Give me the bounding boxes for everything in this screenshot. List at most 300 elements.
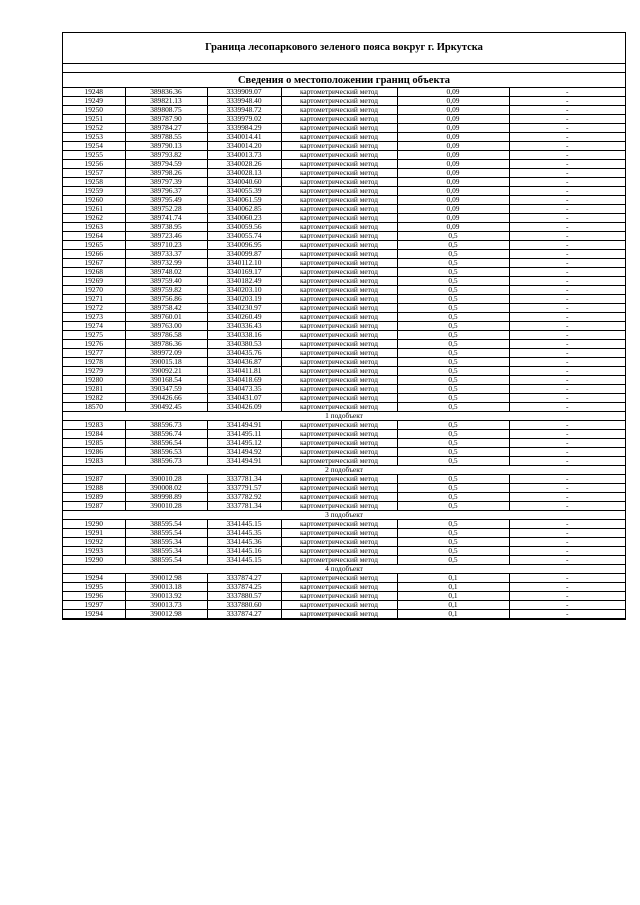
table-row — [63, 106, 625, 115]
x-coordinate-cell: 389836.36 — [125, 88, 207, 97]
method-cell: картометрический метод — [281, 313, 397, 322]
x-coordinate-cell: 389759.40 — [125, 277, 207, 286]
x-coordinate-cell: 388595.34 — [125, 547, 207, 556]
x-coordinate-cell: 389738.95 — [125, 223, 207, 232]
accuracy-cell: 0,09 — [397, 187, 509, 196]
method-cell: картометрический метод — [281, 259, 397, 268]
description-cell: - — [509, 601, 625, 610]
table-row — [63, 448, 625, 457]
point-number-cell: 19265 — [63, 241, 125, 250]
description-cell: - — [509, 583, 625, 592]
x-coordinate-cell: 389796.37 — [125, 187, 207, 196]
point-number-cell: 19294 — [63, 574, 125, 583]
point-number-cell: 19287 — [63, 502, 125, 511]
table-row — [63, 124, 625, 133]
y-coordinate-cell: 3340426.09 — [207, 403, 281, 412]
table-row — [63, 394, 625, 403]
description-cell: - — [509, 187, 625, 196]
table-row — [63, 493, 625, 502]
table-row — [63, 259, 625, 268]
method-cell: картометрический метод — [281, 367, 397, 376]
x-coordinate-cell: 390168.54 — [125, 376, 207, 385]
method-cell: картометрический метод — [281, 133, 397, 142]
table-row — [63, 349, 625, 358]
description-cell: - — [509, 88, 625, 97]
method-cell: картометрический метод — [281, 484, 397, 493]
point-number-cell: 19278 — [63, 358, 125, 367]
point-number-cell: 19277 — [63, 349, 125, 358]
accuracy-cell: 0,5 — [397, 349, 509, 358]
x-coordinate-cell: 389972.09 — [125, 349, 207, 358]
x-coordinate-cell: 390347.59 — [125, 385, 207, 394]
description-cell: - — [509, 538, 625, 547]
y-coordinate-cell: 3339979.02 — [207, 115, 281, 124]
y-coordinate-cell: 3340055.74 — [207, 232, 281, 241]
y-coordinate-cell: 3337782.92 — [207, 493, 281, 502]
method-cell: картометрический метод — [281, 268, 397, 277]
x-coordinate-cell: 388596.53 — [125, 448, 207, 457]
point-number-cell: 19266 — [63, 250, 125, 259]
x-coordinate-cell: 389998.89 — [125, 493, 207, 502]
method-cell: картометрический метод — [281, 214, 397, 223]
table-row — [63, 439, 625, 448]
x-coordinate-cell: 388596.73 — [125, 421, 207, 430]
accuracy-cell: 0,5 — [397, 295, 509, 304]
table-row — [63, 241, 625, 250]
accuracy-cell: 0,09 — [397, 88, 509, 97]
table-row — [63, 295, 625, 304]
point-number-cell: 19270 — [63, 286, 125, 295]
method-cell: картометрический метод — [281, 241, 397, 250]
description-cell: - — [509, 133, 625, 142]
description-cell: - — [509, 547, 625, 556]
method-cell: картометрический метод — [281, 196, 397, 205]
description-cell: - — [509, 304, 625, 313]
point-number-cell: 19295 — [63, 583, 125, 592]
accuracy-cell: 0,09 — [397, 223, 509, 232]
x-coordinate-cell: 389763.00 — [125, 322, 207, 331]
method-cell: картометрический метод — [281, 115, 397, 124]
point-number-cell: 19259 — [63, 187, 125, 196]
x-coordinate-cell: 388595.54 — [125, 520, 207, 529]
y-coordinate-cell: 3340203.10 — [207, 286, 281, 295]
description-cell: - — [509, 313, 625, 322]
y-coordinate-cell: 3340203.19 — [207, 295, 281, 304]
accuracy-cell: 0,09 — [397, 115, 509, 124]
accuracy-cell: 0,5 — [397, 394, 509, 403]
point-number-cell: 19253 — [63, 133, 125, 142]
section-heading: Сведения о местоположении границ объекта — [63, 73, 625, 88]
accuracy-cell: 0,5 — [397, 520, 509, 529]
accuracy-cell: 0,09 — [397, 124, 509, 133]
point-number-cell: 19271 — [63, 295, 125, 304]
accuracy-cell: 0,09 — [397, 133, 509, 142]
table-row — [63, 547, 625, 556]
x-coordinate-cell: 388595.54 — [125, 529, 207, 538]
table-row — [63, 367, 625, 376]
point-number-cell: 19260 — [63, 196, 125, 205]
accuracy-cell: 0,5 — [397, 277, 509, 286]
coordinates-table-body — [63, 88, 625, 619]
description-cell: - — [509, 430, 625, 439]
y-coordinate-cell: 3337874.27 — [207, 610, 281, 619]
x-coordinate-cell: 389786.36 — [125, 340, 207, 349]
x-coordinate-cell: 389788.55 — [125, 133, 207, 142]
accuracy-cell: 0,09 — [397, 106, 509, 115]
description-cell: - — [509, 592, 625, 601]
method-cell: картометрический метод — [281, 547, 397, 556]
y-coordinate-cell: 3340431.07 — [207, 394, 281, 403]
table-row — [63, 232, 625, 241]
point-number-cell: 19297 — [63, 601, 125, 610]
method-cell: картометрический метод — [281, 493, 397, 502]
description-cell: - — [509, 394, 625, 403]
accuracy-cell: 0,5 — [397, 259, 509, 268]
table-row — [63, 196, 625, 205]
method-cell: картометрический метод — [281, 376, 397, 385]
method-cell: картометрический метод — [281, 331, 397, 340]
subobject-row — [63, 466, 625, 475]
point-number-cell: 19275 — [63, 331, 125, 340]
accuracy-cell: 0,09 — [397, 142, 509, 151]
accuracy-cell: 0,09 — [397, 214, 509, 223]
point-number-cell: 19294 — [63, 610, 125, 619]
description-cell: - — [509, 142, 625, 151]
point-number-cell: 19262 — [63, 214, 125, 223]
y-coordinate-cell: 3340336.43 — [207, 322, 281, 331]
method-cell: картометрический метод — [281, 124, 397, 133]
x-coordinate-cell: 389793.82 — [125, 151, 207, 160]
method-cell: картометрический метод — [281, 151, 397, 160]
table-row — [63, 313, 625, 322]
y-coordinate-cell: 3341445.35 — [207, 529, 281, 538]
method-cell: картометрический метод — [281, 601, 397, 610]
x-coordinate-cell: 389756.86 — [125, 295, 207, 304]
method-cell: картометрический метод — [281, 592, 397, 601]
accuracy-cell: 0,1 — [397, 583, 509, 592]
description-cell: - — [509, 205, 625, 214]
point-number-cell: 19290 — [63, 520, 125, 529]
x-coordinate-cell: 390010.28 — [125, 502, 207, 511]
y-coordinate-cell: 3340338.16 — [207, 331, 281, 340]
method-cell: картометрический метод — [281, 610, 397, 619]
accuracy-cell: 0,5 — [397, 556, 509, 565]
table-row — [63, 277, 625, 286]
y-coordinate-cell: 3340040.60 — [207, 178, 281, 187]
method-cell: картометрический метод — [281, 529, 397, 538]
table-row — [63, 169, 625, 178]
description-cell: - — [509, 349, 625, 358]
accuracy-cell: 0,1 — [397, 601, 509, 610]
y-coordinate-cell: 3340014.41 — [207, 133, 281, 142]
description-cell: - — [509, 322, 625, 331]
y-coordinate-cell: 3340436.87 — [207, 358, 281, 367]
table-row — [63, 304, 625, 313]
y-coordinate-cell: 3341495.11 — [207, 430, 281, 439]
table-row — [63, 574, 625, 583]
description-cell: - — [509, 376, 625, 385]
accuracy-cell: 0,5 — [397, 439, 509, 448]
description-cell: - — [509, 250, 625, 259]
y-coordinate-cell: 3341494.91 — [207, 457, 281, 466]
point-number-cell: 19276 — [63, 340, 125, 349]
description-cell: - — [509, 610, 625, 619]
point-number-cell: 19269 — [63, 277, 125, 286]
point-number-cell: 19285 — [63, 439, 125, 448]
point-number-cell: 19283 — [63, 457, 125, 466]
x-coordinate-cell: 389794.59 — [125, 160, 207, 169]
x-coordinate-cell: 388596.74 — [125, 430, 207, 439]
y-coordinate-cell: 3337791.57 — [207, 484, 281, 493]
y-coordinate-cell: 3340411.81 — [207, 367, 281, 376]
accuracy-cell: 0,5 — [397, 340, 509, 349]
x-coordinate-cell: 390013.18 — [125, 583, 207, 592]
y-coordinate-cell: 3341445.36 — [207, 538, 281, 547]
table-row — [63, 484, 625, 493]
y-coordinate-cell: 3337880.57 — [207, 592, 281, 601]
accuracy-cell: 0,5 — [397, 376, 509, 385]
description-cell: - — [509, 403, 625, 412]
y-coordinate-cell: 3341445.16 — [207, 547, 281, 556]
method-cell: картометрический метод — [281, 457, 397, 466]
y-coordinate-cell: 3340099.87 — [207, 250, 281, 259]
subobject-row — [63, 511, 625, 520]
method-cell: картометрический метод — [281, 439, 397, 448]
y-coordinate-cell: 3337874.25 — [207, 583, 281, 592]
method-cell: картометрический метод — [281, 178, 397, 187]
description-cell: - — [509, 124, 625, 133]
description-cell: - — [509, 448, 625, 457]
y-coordinate-cell: 3340435.76 — [207, 349, 281, 358]
method-cell: картометрический метод — [281, 169, 397, 178]
description-cell: - — [509, 169, 625, 178]
point-number-cell: 19267 — [63, 259, 125, 268]
x-coordinate-cell: 388596.73 — [125, 457, 207, 466]
description-cell: - — [509, 340, 625, 349]
description-cell: - — [509, 241, 625, 250]
accuracy-cell: 0,5 — [397, 331, 509, 340]
method-cell: картометрический метод — [281, 232, 397, 241]
y-coordinate-cell: 3339909.07 — [207, 88, 281, 97]
accuracy-cell: 0,09 — [397, 196, 509, 205]
subobject-label: 4 подобъект — [63, 565, 625, 574]
description-cell: - — [509, 520, 625, 529]
table-row — [63, 178, 625, 187]
table-row — [63, 268, 625, 277]
table-row — [63, 457, 625, 466]
point-number-cell: 19282 — [63, 394, 125, 403]
method-cell: картометрический метод — [281, 160, 397, 169]
point-number-cell: 19288 — [63, 484, 125, 493]
table-row — [63, 142, 625, 151]
description-cell: - — [509, 457, 625, 466]
method-cell: картометрический метод — [281, 295, 397, 304]
point-number-cell: 19287 — [63, 475, 125, 484]
accuracy-cell: 0,5 — [397, 313, 509, 322]
x-coordinate-cell: 389787.90 — [125, 115, 207, 124]
point-number-cell: 19296 — [63, 592, 125, 601]
accuracy-cell: 0,5 — [397, 538, 509, 547]
method-cell: картометрический метод — [281, 88, 397, 97]
description-cell: - — [509, 529, 625, 538]
method-cell: картометрический метод — [281, 349, 397, 358]
x-coordinate-cell: 390012.98 — [125, 610, 207, 619]
description-cell: - — [509, 223, 625, 232]
accuracy-cell: 0,5 — [397, 421, 509, 430]
y-coordinate-cell: 3340112.10 — [207, 259, 281, 268]
point-number-cell: 19272 — [63, 304, 125, 313]
point-number-cell: 19249 — [63, 97, 125, 106]
description-cell: - — [509, 214, 625, 223]
description-cell: - — [509, 196, 625, 205]
description-cell: - — [509, 268, 625, 277]
accuracy-cell: 0,09 — [397, 178, 509, 187]
x-coordinate-cell: 388595.54 — [125, 556, 207, 565]
method-cell: картометрический метод — [281, 322, 397, 331]
x-coordinate-cell: 389790.13 — [125, 142, 207, 151]
method-cell: картометрический метод — [281, 286, 397, 295]
description-cell: - — [509, 331, 625, 340]
point-number-cell: 19283 — [63, 421, 125, 430]
table-row — [63, 223, 625, 232]
y-coordinate-cell: 3340060.23 — [207, 214, 281, 223]
method-cell: картометрический метод — [281, 106, 397, 115]
point-number-cell: 19251 — [63, 115, 125, 124]
y-coordinate-cell: 3340418.69 — [207, 376, 281, 385]
table-row — [63, 340, 625, 349]
table-row — [63, 421, 625, 430]
y-coordinate-cell: 3339948.40 — [207, 97, 281, 106]
x-coordinate-cell: 389784.27 — [125, 124, 207, 133]
x-coordinate-cell: 389732.99 — [125, 259, 207, 268]
x-coordinate-cell: 390008.02 — [125, 484, 207, 493]
y-coordinate-cell: 3340096.95 — [207, 241, 281, 250]
table-row — [63, 538, 625, 547]
y-coordinate-cell: 3341495.12 — [207, 439, 281, 448]
method-cell: картометрический метод — [281, 574, 397, 583]
y-coordinate-cell: 3340182.49 — [207, 277, 281, 286]
x-coordinate-cell: 389748.02 — [125, 268, 207, 277]
accuracy-cell: 0,5 — [397, 268, 509, 277]
y-coordinate-cell: 3340062.85 — [207, 205, 281, 214]
accuracy-cell: 0,5 — [397, 457, 509, 466]
x-coordinate-cell: 390092.21 — [125, 367, 207, 376]
point-number-cell: 19292 — [63, 538, 125, 547]
method-cell: картометрический метод — [281, 502, 397, 511]
description-cell: - — [509, 493, 625, 502]
table-row — [63, 610, 625, 619]
description-cell: - — [509, 106, 625, 115]
point-number-cell: 19256 — [63, 160, 125, 169]
point-number-cell: 19274 — [63, 322, 125, 331]
table-row — [63, 475, 625, 484]
method-cell: картометрический метод — [281, 421, 397, 430]
point-number-cell: 19290 — [63, 556, 125, 565]
accuracy-cell: 0,5 — [397, 286, 509, 295]
x-coordinate-cell: 390013.73 — [125, 601, 207, 610]
subobject-label: 2 подобъект — [63, 466, 625, 475]
table-row — [63, 385, 625, 394]
y-coordinate-cell: 3337874.27 — [207, 574, 281, 583]
method-cell: картометрический метод — [281, 475, 397, 484]
x-coordinate-cell: 389760.01 — [125, 313, 207, 322]
table-row — [63, 601, 625, 610]
description-cell: - — [509, 286, 625, 295]
point-number-cell: 19284 — [63, 430, 125, 439]
table-row — [63, 250, 625, 259]
y-coordinate-cell: 3340028.26 — [207, 160, 281, 169]
accuracy-cell: 0,5 — [397, 358, 509, 367]
table-row — [63, 430, 625, 439]
x-coordinate-cell: 389752.28 — [125, 205, 207, 214]
accuracy-cell: 0,1 — [397, 610, 509, 619]
description-cell: - — [509, 277, 625, 286]
y-coordinate-cell: 3341494.92 — [207, 448, 281, 457]
accuracy-cell: 0,5 — [397, 304, 509, 313]
table-row — [63, 322, 625, 331]
description-cell: - — [509, 97, 625, 106]
point-number-cell: 19279 — [63, 367, 125, 376]
x-coordinate-cell: 389710.23 — [125, 241, 207, 250]
x-coordinate-cell: 389797.39 — [125, 178, 207, 187]
description-cell: - — [509, 151, 625, 160]
y-coordinate-cell: 3340014.20 — [207, 142, 281, 151]
y-coordinate-cell: 3340055.39 — [207, 187, 281, 196]
table-row — [63, 286, 625, 295]
y-coordinate-cell: 3340169.17 — [207, 268, 281, 277]
x-coordinate-cell: 389795.49 — [125, 196, 207, 205]
accuracy-cell: 0,09 — [397, 160, 509, 169]
description-cell: - — [509, 178, 625, 187]
y-coordinate-cell: 3337880.60 — [207, 601, 281, 610]
point-number-cell: 18570 — [63, 403, 125, 412]
table-row — [63, 592, 625, 601]
document-frame — [62, 32, 626, 620]
method-cell: картометрический метод — [281, 385, 397, 394]
table-row — [63, 214, 625, 223]
x-coordinate-cell: 390426.66 — [125, 394, 207, 403]
x-coordinate-cell: 389758.42 — [125, 304, 207, 313]
point-number-cell: 19273 — [63, 313, 125, 322]
accuracy-cell: 0,5 — [397, 385, 509, 394]
description-cell: - — [509, 475, 625, 484]
accuracy-cell: 0,5 — [397, 403, 509, 412]
y-coordinate-cell: 3341445.15 — [207, 556, 281, 565]
table-row — [63, 529, 625, 538]
table-row — [63, 187, 625, 196]
x-coordinate-cell: 389723.46 — [125, 232, 207, 241]
table-row — [63, 502, 625, 511]
y-coordinate-cell: 3340013.73 — [207, 151, 281, 160]
accuracy-cell: 0,5 — [397, 448, 509, 457]
point-number-cell: 19263 — [63, 223, 125, 232]
x-coordinate-cell: 389821.13 — [125, 97, 207, 106]
accuracy-cell: 0,09 — [397, 169, 509, 178]
description-cell: - — [509, 259, 625, 268]
description-cell: - — [509, 232, 625, 241]
point-number-cell: 19293 — [63, 547, 125, 556]
table-row — [63, 376, 625, 385]
spacer-row — [63, 64, 625, 73]
point-number-cell: 19286 — [63, 448, 125, 457]
subobject-row — [63, 412, 625, 421]
description-cell: - — [509, 367, 625, 376]
point-number-cell: 19252 — [63, 124, 125, 133]
accuracy-cell: 0,1 — [397, 574, 509, 583]
point-number-cell: 19250 — [63, 106, 125, 115]
point-number-cell: 19280 — [63, 376, 125, 385]
y-coordinate-cell: 3340028.13 — [207, 169, 281, 178]
